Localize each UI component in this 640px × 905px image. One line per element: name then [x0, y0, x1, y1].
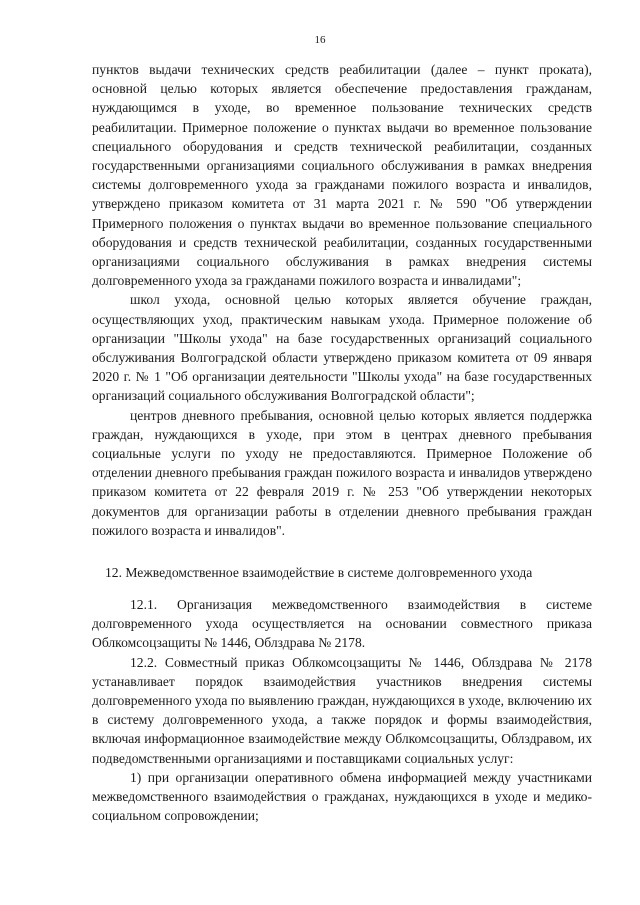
paragraph-12-1: 12.1. Организация межведомственного взаимодействия в системе долговременного ухода осуществляется на основании совместного приказа Облкомсоцзащиты № 1446, Облздрава № 2178. [92, 597, 592, 651]
text-block-lower [92, 595, 592, 825]
paragraph-12-2: 12.2. Совместный приказ Облкомсоцзащиты № 1446, Облздрава № 2178 устанавливает порядок взаимодействия участников внедрения системы долговременного ухода по выявлению граждан, нуждающихся в уходе, включению их в систему долговременного ухода, а также порядок и формы взаимодействия, включая информационное взаимодействие между Облкомсоцзащиты, Облздравом, их подведомственными организациями и поставщиками социальных услуг: [92, 654, 592, 766]
list-item-1: 1) при организации оперативного обмена информацией между участниками межведомственного взаимодействия о гражданах, нуждающихся в уходе и медико-социальном сопровождении; [92, 769, 592, 824]
section-heading: 12. Межведомственное взаимодействие в системе долговременного ухода [105, 565, 533, 580]
paragraph-day-centers: центров дневного пребывания, основной целью которых является поддержка граждан, нуждающихся в уходе, при этом в центрах дневного пребывания социальные услуги по уходу не предоставляются. Примерное Положение об отделении дневного пребывания граждан пожилого возраста и инвалидов утверждено приказом комитета от 22 февраля 2019 г. № 253 "Об утверждении некоторых документов для организации работы в отделении дневного пребывания граждан пожилого возраста и инвалидов". [92, 407, 592, 538]
paragraph-rehab-points: пунктов выдачи технических средств реабилитации (далее – пункт проката), основной целью которых является обеспечение предоставления гражданам, нуждающимся в уходе, во временное пользование технических средств реабилитации. Примерное положение о пунктах выдачи во временное пользование специального оборудования и средств технической реабилитации, созданных государственными организациями социального обслуживания в рамках внедрения системы долговременного ухода за гражданами пожилого возраста и инвалидов, утверждено приказом комитета от 31 марта 2021 г. № 590 "Об утверждении Примерного положения о пунктах выдачи во временное пользование специального оборудования и средств технической реабилитации, созданных государственными организациями социального обслуживания в рамках внедрения системы долговременного ухода за гражданами пожилого возраста и инвалидами"; [92, 62, 592, 289]
text-block-upper [92, 60, 592, 540]
paragraph-care-schools: школ ухода, основной целью которых является обучение граждан, осуществляющих уход, практическим навыкам ухода. Примерное положение об организации "Школы ухода" на базе государственных организаций социального обслуживания Волгоградской области утверждено приказом комитета от 09 января 2020 г. № 1 "Об организации деятельности "Школы ухода" на базе государственных организаций социального обслуживания Волгоградской области"; [92, 292, 592, 404]
page-number: 16 [314, 34, 326, 46]
